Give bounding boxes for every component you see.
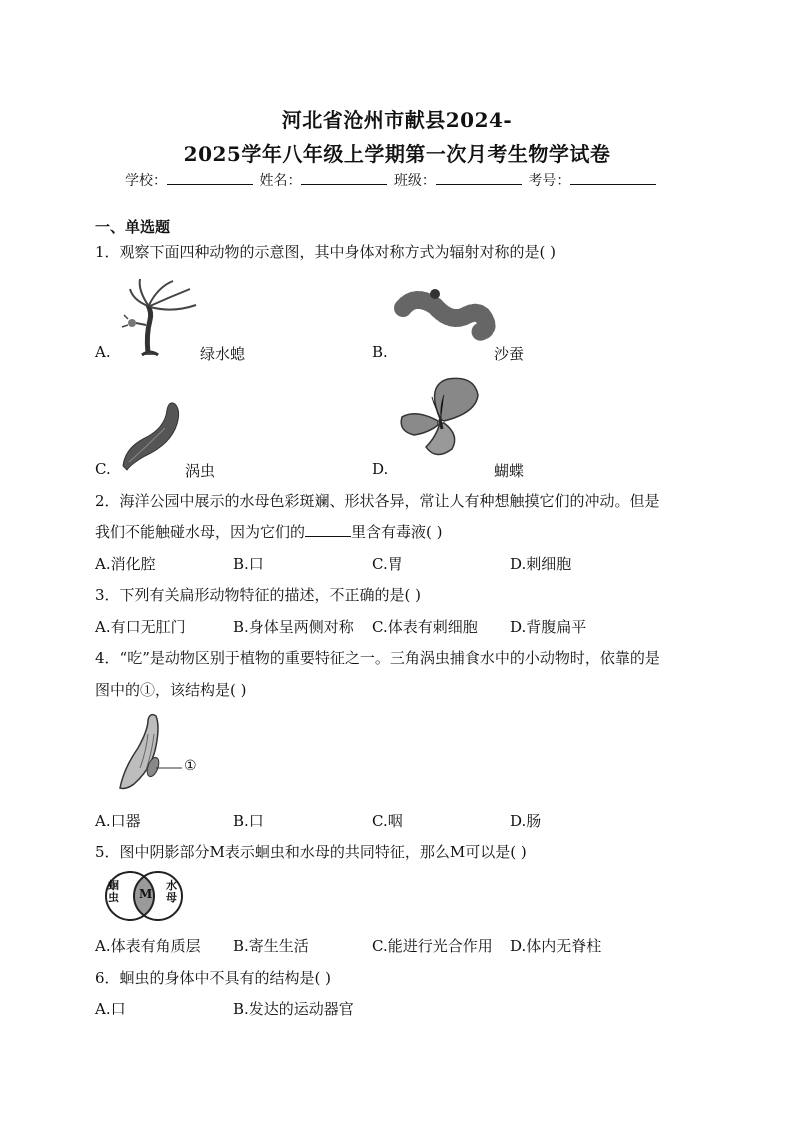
question-5-text: 5．图中阴影部分M表示蛔虫和水母的共同特征，那么M可以是( ) [95,843,527,861]
exam-title-line1: 河北省沧州市献县2024- [281,108,513,132]
question-4-text-line2: 图中的①，该结构是( ) [95,681,247,699]
planarian-image [115,398,185,473]
q3-option-a[interactable]: A.有口无肛门 [95,618,186,636]
venn-left-label: 蛔虫 [108,879,119,904]
q6-option-a[interactable]: A.口 [95,1000,126,1018]
school-label: 学校： [125,173,167,189]
q5-option-b[interactable]: B.寄生生活 [233,937,309,955]
q4-option-c[interactable]: C.咽 [372,812,403,830]
question-2-text-line1: 2．海洋公园中展示的水母色彩斑斓、形状各异，常让人有种想触摸它们的冲动。但是 [95,492,660,510]
student-info-row [125,170,658,190]
hydra-image [118,275,203,360]
class-label: 班级： [393,173,436,189]
q2-option-a[interactable]: A.消化腔 [95,555,156,573]
q1-option-d-letter[interactable]: D. [372,460,389,478]
venn-center-label: M [139,887,153,901]
q6-option-b[interactable]: B.发达的运动器官 [233,1000,354,1018]
exam-title-line2: 2025学年八年级上学期第一次月考生物学试卷 [183,142,611,166]
q2-option-c[interactable]: C.胃 [372,555,403,573]
q1-option-a-letter[interactable]: A. [95,343,111,361]
q5-option-a[interactable]: A.体表有角质层 [95,937,201,955]
q2-option-b[interactable]: B.口 [233,555,264,573]
q4-option-b[interactable]: B.口 [233,812,264,830]
planarian-pharynx-figure [110,712,210,792]
section-title: 一、单选题 [95,218,171,236]
question-2-text-line2 [95,521,443,542]
butterfly-image [396,375,488,467]
question-6-text: 6．蛔虫的身体中不具有的结构是( ) [95,969,332,987]
q3-option-b[interactable]: B.身体呈两侧对称 [233,618,354,636]
name-label: 姓名： [259,173,302,189]
school-blank[interactable] [167,171,253,185]
q5-option-d[interactable]: D.体内无脊柱 [510,937,602,955]
q1-option-c-label: 涡虫 [185,462,216,480]
q4-option-a[interactable]: A.口器 [95,812,141,830]
q1-option-b-letter[interactable]: B. [372,343,388,361]
q1-option-a-label: 绿水螅 [200,345,246,363]
exam-no-blank[interactable] [570,171,656,185]
question-1-text: 1．观察下面四种动物的示意图，其中身体对称方式为辐射对称的是( ) [95,243,557,261]
question-4-text-line1: 4．“吃”是动物区别于植物的重要特征之一。三角涡虫捕食水中的小动物时，依靠的是 [95,649,660,667]
exam-no-label: 考号： [528,173,571,189]
question-2-pre: 我们不能触碰水母，因为它们的 [95,523,306,541]
class-blank[interactable] [436,171,522,185]
question-3-text: 3．下列有关扁形动物特征的描述，不正确的是( ) [95,586,422,604]
name-blank[interactable] [301,171,387,185]
question-2-post: 里含有毒液( ) [351,523,443,541]
q3-option-c[interactable]: C.体表有刺细胞 [372,618,478,636]
venn-right-label: 水母 [166,879,177,904]
q1-option-c-letter[interactable]: C. [95,460,111,478]
clamworm-image [395,288,495,348]
figure-marker-1: ① [184,758,197,774]
q5-option-c[interactable]: C.能进行光合作用 [372,937,493,955]
q1-option-d-label: 蝴蝶 [494,462,525,480]
q1-option-b-label: 沙蚕 [494,345,525,363]
question-2-blank[interactable] [305,522,351,537]
q2-option-d[interactable]: D.刺细胞 [510,555,572,573]
q4-option-d[interactable]: D.肠 [510,812,542,830]
q3-option-d[interactable]: D.背腹扁平 [510,618,587,636]
